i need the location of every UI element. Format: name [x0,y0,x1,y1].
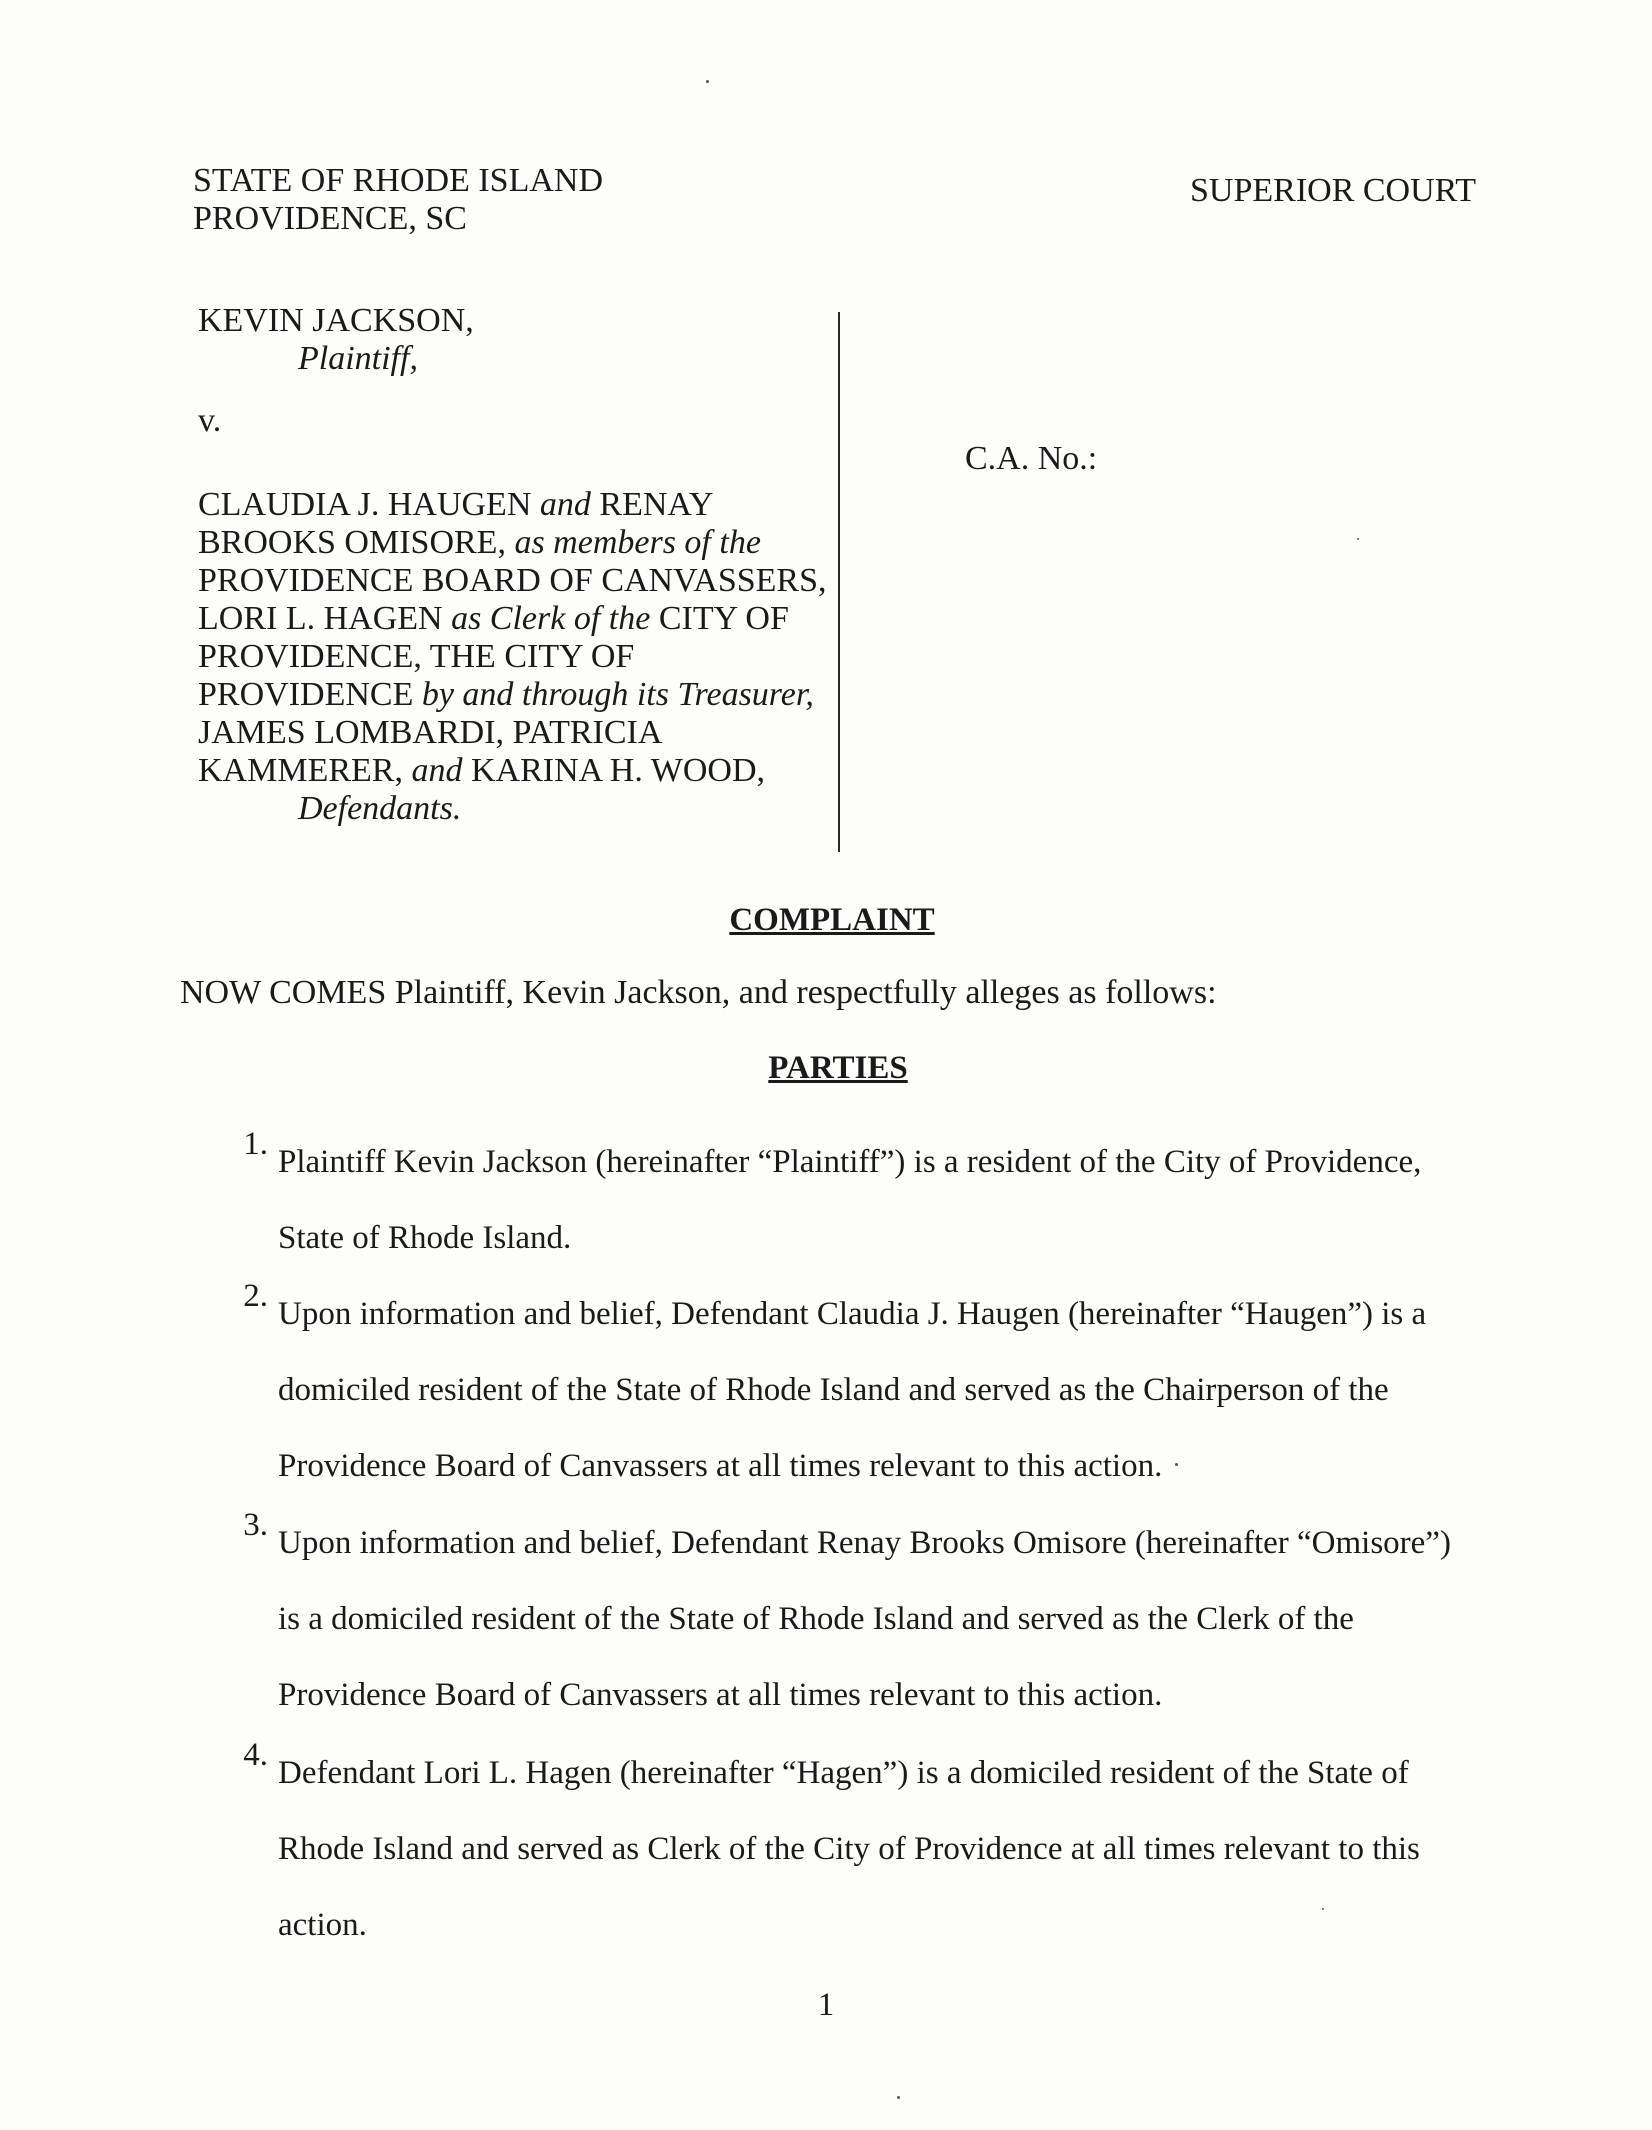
case-caption [198,302,827,828]
paragraph-line: Providence Board of Canvassers at all times relevant to this action. [278,1448,1163,1484]
defendant-text: JAMES LOMBARDI, PATRICIA [198,714,663,751]
defendant-line [198,638,827,676]
paragraph-line: domiciled resident of the State of Rhode Island and served as the Chairperson of the [278,1372,1389,1408]
case-number-label: C.A. No.: [965,440,1098,477]
defendant-line [198,600,827,638]
paragraph-line: Upon information and belief, Defendant Claudia J. Haugen (hereinafter “Haugen”) is a [278,1296,1427,1332]
court-name: SUPERIOR COURT [1190,172,1477,209]
complaint-title: COMPLAINT [729,902,935,938]
defendants-role: Defendants. [298,790,462,827]
scan-speck [1322,1908,1324,1910]
county-line: PROVIDENCE, SC [193,200,467,237]
defendant-text: KARINA H. WOOD, [462,752,765,789]
scan-speck [706,80,709,83]
paragraph-body [278,1276,1494,1504]
paragraph-line: Rhode Island and served as Clerk of the City of Providence at all times relevant to this [278,1831,1420,1867]
plaintiff-name: KEVIN JACKSON, [198,302,474,339]
defendant-line [198,676,827,714]
defendant-line [198,752,827,790]
defendant-text: PROVIDENCE, THE CITY OF [198,638,635,675]
paragraph-line: is a domiciled resident of the State of Rhode Island and served as the Clerk of the [278,1601,1354,1637]
defendant-text: PROVIDENCE BOARD OF CANVASSERS, [198,562,827,599]
defendant-text-italic: as Clerk of the [451,600,651,637]
defendant-text: PROVIDENCE [198,676,422,713]
defendant-text: BROOKS OMISORE, [198,524,515,561]
paragraph-number: 1. [243,1126,268,1162]
defendant-text: KAMMERER, [198,752,412,789]
defendant-text: RENAY [590,486,714,523]
paragraph-line: Plaintiff Kevin Jackson (hereinafter “Plaintiff”) is a resident of the City of Providence, [278,1144,1422,1180]
court-header-left [193,162,603,238]
complaint-intro: NOW COMES Plaintiff, Kevin Jackson, and respectfully alleges as follows: [180,974,1217,1011]
parties-section-title: PARTIES [768,1050,908,1086]
plaintiff-role: Plaintiff, [298,340,418,377]
paragraph-line: State of Rhode Island. [278,1220,572,1256]
defendant-text-italic: as members of the [514,524,761,561]
caption-divider [838,312,840,852]
paragraph-body [278,1124,1494,1276]
paragraph-line: Upon information and belief, Defendant Renay Brooks Omisore (hereinafter “Omisore”) [278,1525,1451,1561]
page-number: 1 [817,1987,835,2023]
defendant-line [198,562,827,600]
paragraph-line: Providence Board of Canvassers at all times relevant to this action. [278,1677,1163,1713]
versus: v. [198,402,222,439]
defendant-text-italic: by and through its Treasurer, [421,676,814,713]
paragraph-body [278,1505,1494,1733]
defendant-text: LORI L. HAGEN [198,600,452,637]
defendant-text-italic: and [411,752,463,789]
defendant-text-italic: and [539,486,591,523]
defendant-line [198,714,827,752]
defendants-list [198,486,827,790]
paragraph-line: Defendant Lori L. Hagen (hereinafter “Hagen”) is a domiciled resident of the State of [278,1755,1409,1791]
paragraph-number: 4. [243,1737,268,1773]
defendant-line [198,524,827,562]
scan-speck [1357,538,1359,540]
defendant-line [198,486,827,524]
scan-speck [897,2096,900,2099]
scan-speck [1175,1463,1178,1466]
paragraph-number: 3. [243,1507,268,1543]
defendant-text: CITY OF [650,600,789,637]
defendant-text: CLAUDIA J. HAUGEN [198,486,540,523]
paragraph-number: 2. [243,1278,268,1314]
paragraph-line: action. [278,1907,367,1943]
paragraph-body [278,1735,1494,1963]
state-line: STATE OF RHODE ISLAND [193,162,604,199]
